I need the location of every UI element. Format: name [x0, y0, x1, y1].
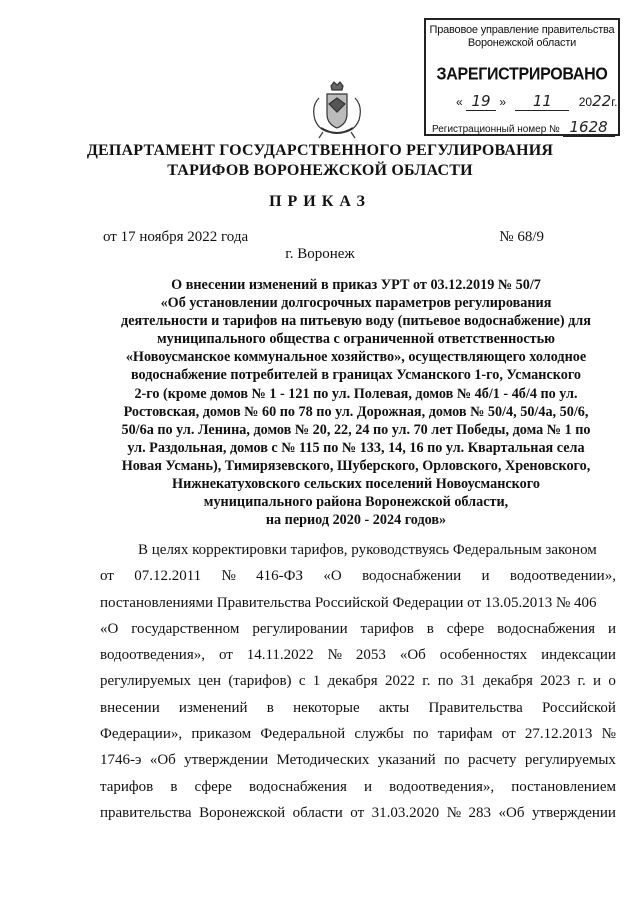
- body-word: регулируемых: [100, 673, 191, 690]
- body-line: [100, 695, 616, 721]
- body-word: тарифов: [360, 620, 414, 637]
- order-subject: [96, 276, 616, 529]
- body-word: приказом: [191, 726, 252, 743]
- coat-of-arms-icon: [309, 80, 365, 140]
- subject-line: Нижнекатуховского сельских поселений Новоусманского: [172, 476, 540, 493]
- body-word: Воронежской: [199, 804, 286, 821]
- body-word: Российской: [542, 699, 616, 716]
- body-word: сфере: [194, 778, 232, 795]
- body-word: регулировании: [252, 620, 348, 637]
- body-word: цен: [198, 673, 222, 690]
- body-word: акты: [378, 699, 410, 716]
- body-word: Федеральной: [260, 726, 346, 743]
- body-word: некоторые: [293, 699, 360, 716]
- subject-line: муниципального общества с ограниченной ответственностью: [157, 331, 555, 348]
- body-word: Федерации»,: [100, 726, 183, 743]
- order-title: ПРИКАЗ: [269, 193, 371, 210]
- stamp-date-month: 11: [515, 92, 569, 111]
- body-word: водоотведении»,: [509, 568, 616, 585]
- stamp-date-open: «: [456, 95, 463, 109]
- body-line: [100, 537, 616, 563]
- body-word: в: [426, 620, 434, 637]
- department-heading: [0, 141, 640, 181]
- body-word: о: [608, 673, 616, 690]
- body-word: от: [218, 647, 233, 664]
- body-word: по: [437, 673, 454, 690]
- stamp-date-day: 19: [466, 92, 496, 111]
- stamp-reg-number: [432, 118, 615, 137]
- body-word: 31.03.2020: [371, 804, 440, 821]
- body-word: №: [446, 804, 461, 821]
- body-word: «О: [100, 620, 119, 637]
- stamp-date-year: 22: [592, 92, 612, 110]
- body-word: водоотведения»,: [389, 778, 495, 795]
- stamp-org: [426, 24, 618, 50]
- order-date: от 17 ноября 2022 года: [103, 229, 249, 245]
- subject-line: на период 2020 - 2024 годов»: [265, 512, 447, 529]
- body-word: «Об: [149, 752, 176, 769]
- department-line2: ТАРИФОВ ВОРОНЕЖСКОЙ ОБЛАСТИ: [167, 162, 473, 179]
- body-word: и: [593, 673, 602, 690]
- body-word: №: [601, 726, 616, 743]
- body-word: регулируемых: [524, 752, 616, 769]
- body-word: тарифов: [100, 778, 154, 795]
- body-word: в: [266, 699, 274, 716]
- body-word: изменений: [178, 699, 248, 716]
- body-line: [100, 590, 616, 616]
- body-word: 27.12.2013: [524, 726, 593, 743]
- subject-line: Ростовская, домов № 60 по 78 по ул. Дорожная, домов № 50/4, 50/4а, 50/6,: [123, 403, 589, 420]
- body-line: [100, 616, 616, 642]
- body-word: (тарифов): [228, 673, 292, 690]
- body-line: [100, 668, 616, 694]
- body-line: [100, 774, 616, 800]
- body-word: 2022: [384, 673, 415, 690]
- body-word: и: [481, 568, 490, 585]
- body-word: 07.12.2011: [134, 568, 202, 585]
- body-word: утверждении: [184, 752, 269, 769]
- stamp-org-line1: Правовое управление правительства: [429, 24, 615, 36]
- body-word: государственном: [131, 620, 240, 637]
- body-word: водоснабжения: [497, 620, 596, 637]
- body-line: [100, 642, 616, 668]
- stamp-date-year-suffix: г.: [611, 95, 618, 109]
- subject-line: 2-го (кроме домов № 1 - 121 по ул. Полевая, домов № 4б/1 - 4б/4 по ул.: [134, 385, 578, 402]
- body-word: утверждении: [532, 804, 616, 821]
- body-word: В целях корректировки тарифов, руководствуясь Федеральным законом: [138, 542, 597, 558]
- body-word: 416-ФЗ: [256, 568, 304, 585]
- body-word: 1: [312, 673, 321, 690]
- body-word: водоснабжении: [362, 568, 462, 585]
- subject-line: муниципального района Воронежской области,: [203, 494, 509, 511]
- body-word: 2053: [355, 647, 386, 664]
- body-word: Правительства: [428, 699, 523, 716]
- body-word: 31: [460, 673, 476, 690]
- stamp-date-close: »: [499, 95, 507, 109]
- order-city: г. Воронеж: [285, 246, 355, 262]
- subject-line: Новая Усмань), Тимирязевского, Шуберского, Орловского, Хреновского,: [121, 457, 591, 474]
- body-line: [100, 747, 616, 773]
- subject-line: «Об установлении долгосрочных параметров регулирования: [160, 295, 552, 312]
- body-word: расчету: [467, 752, 517, 769]
- department-line1: ДЕПАРТАМЕНТ ГОСУДАРСТВЕННОГО РЕГУЛИРОВАНИЯ: [86, 142, 554, 159]
- body-word: водоотведения»,: [100, 647, 205, 664]
- stamp-date-year-prefix: 20: [578, 95, 593, 109]
- body-word: сфере: [446, 620, 485, 637]
- body-word: «Об: [498, 804, 525, 821]
- body-line: [100, 721, 616, 747]
- body-word: 2023: [540, 673, 571, 690]
- body-word: с: [298, 673, 306, 690]
- body-word: от: [100, 568, 114, 585]
- stamp-reg-number-value: 1628: [563, 118, 615, 137]
- body-word: постановлениями Правительства Российской Федерации от 13.05.2013 № 406: [100, 594, 597, 611]
- body-line: [100, 563, 616, 589]
- subject-line: О внесении изменений в приказ УРТ от 03.12.2019 № 50/7: [171, 277, 541, 293]
- body-word: индексации: [541, 647, 616, 664]
- body-word: службы: [354, 726, 404, 743]
- stamp-reg-number-label: Регистрационный номер №: [432, 124, 560, 135]
- body-word: постановлением: [511, 778, 616, 795]
- body-word: №: [327, 647, 342, 664]
- body-word: декабря: [327, 673, 378, 690]
- body-word: 1746-э: [100, 752, 142, 769]
- order-body: [100, 537, 616, 826]
- stamp-registered: ЗАРЕГИСТРИРОВАНО: [436, 65, 608, 84]
- subject-line: водоснабжение потребителей в границах Усманского 1-го, Усманского: [130, 367, 582, 384]
- body-word: тарифам: [437, 726, 493, 743]
- body-word: от: [501, 726, 516, 743]
- body-word: водоснабжения: [249, 778, 347, 795]
- body-word: декабря: [482, 673, 533, 690]
- body-word: 14.11.2022: [246, 647, 314, 664]
- body-line: [100, 800, 616, 826]
- body-word: области: [292, 804, 343, 821]
- body-word: правительства: [100, 804, 192, 821]
- body-word: Методических: [276, 752, 370, 769]
- body-word: от: [350, 804, 365, 821]
- body-word: внесении: [100, 699, 160, 716]
- body-word: г.: [422, 673, 431, 690]
- subject-line: ул. Раздольная, домов с № 115 по № 133, 14, 16 по ул. Квартальная села: [127, 439, 585, 456]
- body-word: указаний: [377, 752, 436, 769]
- subject-line: «Новоусманское коммунальное хозяйство», осуществляющего холодное: [125, 349, 587, 366]
- body-word: «О: [323, 568, 342, 585]
- stamp-date: [456, 92, 617, 111]
- stamp-org-line2: Воронежской области: [467, 37, 577, 49]
- body-word: г.: [577, 673, 586, 690]
- subject-line: 50/6а по ул. Ленина, домов № 20, 22, 24 по ул. 70 лет Победы, дома № 1 по: [121, 421, 591, 438]
- body-word: в: [170, 778, 178, 795]
- body-word: и: [364, 778, 373, 795]
- body-word: особенностях: [439, 647, 528, 664]
- body-word: по: [412, 726, 429, 743]
- body-word: №: [221, 568, 236, 585]
- body-word: «Об: [399, 647, 426, 664]
- body-word: по: [444, 752, 460, 769]
- subject-line: деятельности и тарифов на питьевую воду (питьевое водоснабжение) для: [121, 313, 591, 330]
- registration-stamp: [424, 18, 620, 136]
- body-word: 283: [468, 804, 492, 821]
- order-number: № 68/9: [499, 229, 544, 245]
- body-word: и: [607, 620, 616, 637]
